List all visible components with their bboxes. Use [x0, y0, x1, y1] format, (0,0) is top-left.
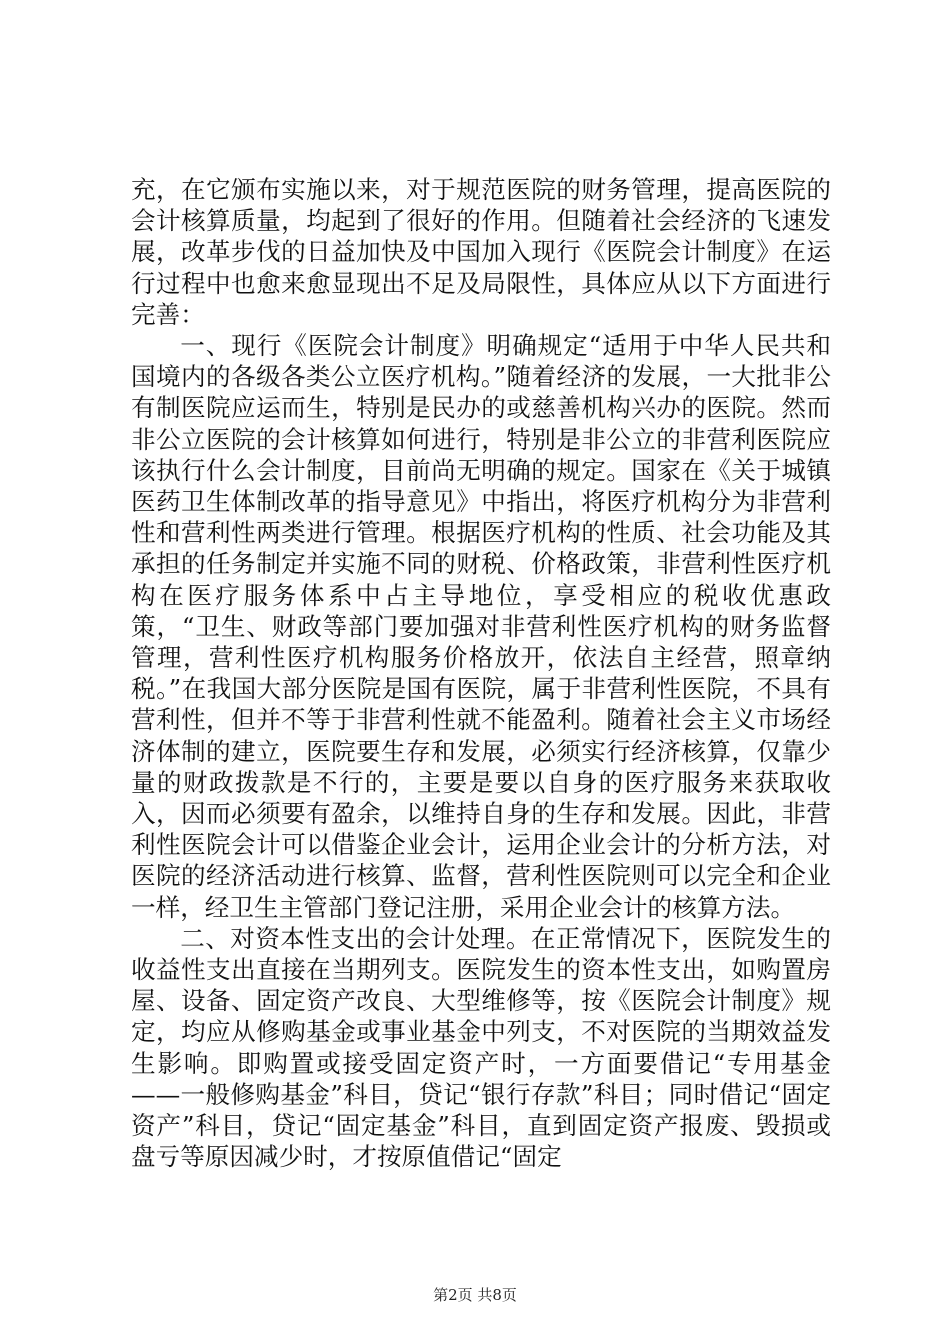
paragraph-section-two: 二、对资本性支出的会计处理。在正常情况下，医院发生的收益性支出直接在当期列支。医院发生的资本性支出，如购置房屋、设备、固定资产改良、大型维修等，按《医院会计制度》规定，均应从修购基金或事业基金中列支，不对医院的当期效益发生影响。即购置或接受固定资产时，一方面要借记“专用基金——一般修购基金”科目，贷记“银行存款”科目；同时借记“固定资产”科目，贷记“固定基金”科目，直到固定资产报废、毁损或盘亏等原因减少时，才按原值借记“固定 [131, 923, 831, 1172]
paragraph-continuation: 充，在它颁布实施以来，对于规范医院的财务管理，提高医院的会计核算质量，均起到了很好的作用。但随着社会经济的飞速发展，改革步伐的日益加快及中国加入现行《医院会计制度》在运行过程中也愈来愈显现出不足及局限性，具体应从以下方面进行完善： [131, 175, 831, 329]
paragraph-section-one: 一、现行《医院会计制度》明确规定“适用于中华人民共和国境内的各级各类公立医疗机构。”随着经济的发展，一大批非公有制医院应运而生，特别是民办的或慈善机构兴办的医院。然而非公立医院的会计核算如何进行，特别是非公立的非营利医院应该执行什么会计制度，目前尚无明确的规定。国家在《关于城镇医药卫生体制改革的指导意见》中指出，将医疗机构分为非营利性和营利性两类进行管理。根据医疗机构的性质、社会功能及其承担的任务制定并实施不同的财税、价格政策，非营利性医疗机构在医疗服务体系中占主导地位，享受相应的税收优惠政策，“卫生、财政等部门要加强对非营利性医疗机构的财务监督管理，营利性医疗机构服务价格放开，依法自主经营，照章纳税。”在我国大部分医院是国有医院，属于非营利性医院，不具有营利性，但并不等于非营利性就不能盈利。随着社会主义市场经济体制的建立，医院要生存和发展，必须实行经济核算，仅靠少量的财政拨款是不行的，主要是要以自身的医疗服务来获取收入，因而必须要有盈余，以维持自身的生存和发展。因此，非营利性医院会计可以借鉴企业会计，运用企业会计的分析方法，对医院的经济活动进行核算、监督，营利性医院则可以完全和企业一样，经卫生主管部门登记注册，采用企业会计的核算方法。 [131, 331, 831, 922]
document-body [131, 174, 831, 1173]
page-footer: 第2页 共8页 [433, 1286, 517, 1304]
